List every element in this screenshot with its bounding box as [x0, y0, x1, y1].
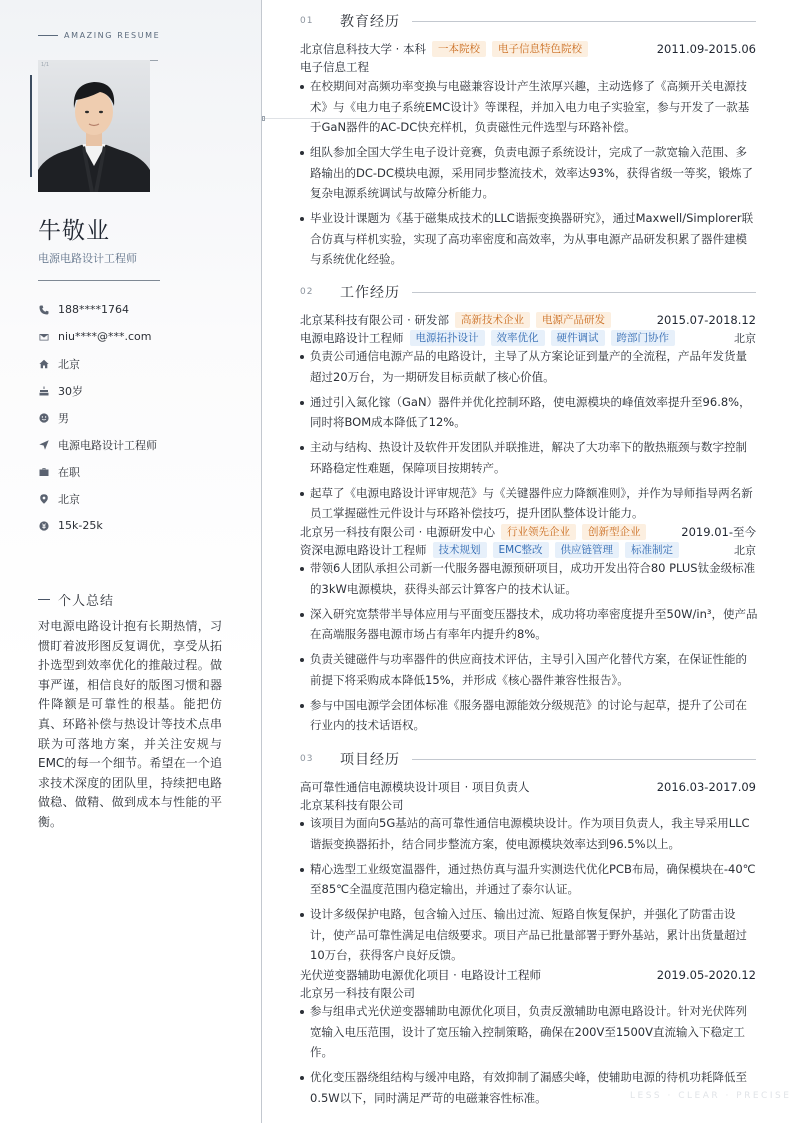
project-title-row [300, 966, 756, 984]
job-company-row [300, 311, 756, 329]
skill-tag: 跨部门协作 [611, 330, 676, 346]
education-school: 北京信息科技大学 · 本科 [300, 42, 426, 56]
profile-role: 电源电路设计工程师 [38, 252, 137, 265]
list-item: 负责公司通信电源产品的电路设计，主导了从方案论证到量产的全流程，产品年发货量超过20万台，为一期研发目标贡献了核心价值。 [300, 346, 758, 387]
project-company: 北京另一科技有限公司 [300, 986, 415, 1000]
project-company: 北京某科技有限公司 [300, 798, 404, 812]
name-divider [38, 280, 160, 281]
work-section-header [300, 282, 756, 302]
avatar [38, 60, 150, 192]
project-title-row [300, 778, 756, 796]
brand-text: AMAZING RESUME [64, 31, 161, 40]
phone-icon [38, 304, 50, 316]
info-status [38, 458, 248, 485]
job-company: 北京另一科技有限公司 · 电源研发中心 [300, 525, 495, 539]
skill-tag: 效率优化 [491, 330, 545, 346]
summary-text: 对电源电路设计抱有长期热情，习惯盯着波形图反复调优，享受从拓扑选型到效率优化的推敲过程。做事严谨，相信良好的版图习惯和器件降额是可靠性的根基。能把仿真、环路补偿与热设计等技术点串联为可落地方案，并关注安规与EMC的每一个细节。希望在一个追求技术深度的团队里，持续把电路做稳、做精、做到成本与性能的平衡。 [38, 619, 222, 829]
info-city [38, 350, 248, 377]
job-company-row [300, 523, 756, 541]
education-section-title: 教育经历 [340, 14, 400, 30]
info-email [38, 323, 248, 350]
list-item: 起草了《电源电路设计评审规范》与《关键器件应力降额准则》，并作为导师指导两名新员工掌握磁性元件设计与环路补偿技巧，提升团队整体设计能力。 [300, 483, 758, 524]
job-company: 北京某科技有限公司 · 研发部 [300, 313, 449, 327]
list-item: 参与中国电源学会团体标准《服务器电源能效分级规范》的讨论与起草，提升了公司在行业内的技术话语权。 [300, 695, 758, 736]
list-item: 深入研究宽禁带半导体应用与平面变压器技术，成功将功率密度提升至50W/in³，使产品在高端服务器电源市场占有率年内提升约8%。 [300, 604, 758, 645]
job-bullets [300, 558, 758, 740]
skill-tag: 技术规划 [433, 542, 487, 558]
work-section-rule [412, 292, 756, 293]
list-item: 精心选型工业级宽温器件，通过热仿真与温升实测迭代优化PCB布局，确保模块在-40℃至85℃全温度范围内稳定输出，并通过了泰尔认证。 [300, 859, 758, 900]
info-phone [38, 296, 248, 323]
company-tag: 高新技术企业 [455, 312, 530, 328]
info-gender-text: 男 [58, 411, 69, 425]
education-date: 2011.09-2015.06 [656, 42, 756, 56]
skill-tag: EMC整改 [493, 542, 549, 558]
info-target-role [38, 431, 248, 458]
cake-icon [38, 385, 50, 397]
education-tag: 电子信息特色院校 [492, 41, 588, 57]
photo-label: 1/1 [41, 62, 50, 68]
education-major-row [300, 58, 756, 76]
list-item: 该项目为面向5G基站的高可靠性通信电源模块设计。作为项目负责人，我主导采用LLC谐振变换器拓扑，结合同步整流方案，使电源模块效率达到96.5%以上。 [300, 813, 758, 854]
summary-title: 个人总结 [58, 594, 115, 609]
sidebar-divider [261, 0, 262, 1123]
list-item: 参与组串式光伏逆变器辅助电源优化项目，负责反激辅助电源电路设计。针对光伏阵列宽输入电压范围，设计了宽压输入控制策略，确保在200V至1500V直流输入下稳定工作。 [300, 1001, 758, 1063]
info-gender [38, 404, 248, 431]
skill-tag: 供应链管理 [555, 542, 620, 558]
info-status-text: 在职 [58, 465, 80, 479]
brand-line [38, 35, 58, 36]
list-item: 组队参加全国大学生电子设计竞赛，负责电源子系统设计，完成了一款宽输入范围、多路输出的DC-DC模块电源，采用同步整流技术，效率达93%，获得省级一等奖，锻炼了复杂电源系统调试与故障分析能力。 [300, 142, 758, 204]
list-item: 主动与结构、热设计及软件开发团队并联推进，解决了大功率下的散热瓶颈与数字控制环路稳定性难题，保障项目按期转产。 [300, 437, 758, 478]
location-icon [38, 493, 50, 505]
job-position: 资深电源电路设计工程师 [300, 543, 427, 557]
info-email-text: niu****@***.com [58, 330, 152, 343]
list-item: 带领6人团队承担公司新一代服务器电源预研项目，成功开发出符合80 PLUS钛金级标准的3kW电源模块，获得头部云计算客户的技术认证。 [300, 558, 758, 599]
profile-photo [38, 60, 150, 192]
education-section-number: 01 [300, 16, 314, 26]
info-city-text: 北京 [58, 357, 80, 371]
skill-tag: 电源拓扑设计 [410, 330, 485, 346]
info-phone-text: 188****1764 [58, 303, 129, 316]
job-date: 2019.01-至今 [681, 525, 756, 539]
skill-tag: 标准制定 [625, 542, 679, 558]
education-section-header [300, 11, 756, 31]
project-company-row [300, 796, 756, 814]
summary-dash [38, 599, 50, 600]
skill-tag: 硬件调试 [551, 330, 605, 346]
list-item: 通过引入氮化镓（GaN）器件并优化控制环路，使电源模块的峰值效率提升至96.8%，同时将BOM成本降低了12%。 [300, 392, 758, 433]
contact-info-list [38, 296, 248, 539]
briefcase-icon [38, 466, 50, 478]
list-item: 优化变压器绕组结构与缓冲电路，有效抑制了漏感尖峰，使辅助电源的待机功耗降低至0.5W以下，同时满足严苛的电磁兼容性标准。 [300, 1067, 758, 1108]
info-location [38, 485, 248, 512]
projects-section-rule [412, 759, 756, 760]
work-section-number: 02 [300, 287, 314, 297]
project-company-row [300, 984, 756, 1002]
project-name: 高可靠性通信电源模块设计项目 · 项目负责人 [300, 780, 530, 794]
project-date: 2019.05-2020.12 [656, 968, 756, 982]
projects-section-header [300, 749, 756, 769]
education-section-rule [412, 21, 756, 22]
job-position-row [300, 329, 756, 347]
education-tag: 一本院校 [432, 41, 486, 57]
project-name: 光伏逆变器辅助电源优化项目 · 电路设计工程师 [300, 968, 541, 982]
info-age [38, 377, 248, 404]
company-tag: 创新型企业 [582, 524, 647, 540]
sidebar [0, 0, 262, 1123]
person-icon [38, 412, 50, 424]
connector-marker [262, 116, 265, 121]
person-portrait-icon [38, 60, 150, 192]
info-age-text: 30岁 [58, 384, 83, 398]
education-bullets [300, 76, 758, 274]
send-icon [38, 439, 50, 451]
list-item: 毕业设计课题为《基于磁集成技术的LLC谐振变换器研究》，通过Maxwell/Simplorer联合仿真与样机实验，实现了高功率密度和高效率，为从事电源产品研发积累了器件建模与系统优化经验。 [300, 208, 758, 270]
home-icon [38, 358, 50, 370]
job-location: 北京 [734, 332, 756, 345]
watermark: LESS · CLEAR · PRECISE [630, 1091, 792, 1101]
info-salary-text: 15k-25k [58, 519, 103, 532]
info-target-role-text: 电源电路设计工程师 [58, 438, 157, 452]
job-location: 北京 [734, 544, 756, 557]
brand [38, 31, 160, 40]
list-item: 设计多级保护电路，包含输入过压、输出过流、短路自恢复保护，并强化了防雷击设计，使产品可靠性满足电信级要求。项目产品已批量部署于野外基站，累计出货量超过10万台，获得客户良好反馈。 [300, 904, 758, 966]
list-item: 负责关键磁件与功率器件的供应商技术评估，主导引入国产化替代方案，在保证性能的前提下将采购成本降低15%，并形成《核心器件兼容性报告》。 [300, 649, 758, 690]
summary-heading [38, 590, 114, 609]
education-major: 电子信息工程 [300, 60, 369, 74]
profile-name: 牛敬业 [38, 218, 110, 244]
company-tag: 电源产品研发 [536, 312, 611, 328]
job-position: 电源电路设计工程师 [300, 331, 404, 345]
project-date: 2016.03-2017.09 [656, 780, 756, 794]
company-tag: 行业领先企业 [501, 524, 576, 540]
education-school-row [300, 40, 756, 58]
projects-section-number: 03 [300, 754, 314, 764]
job-date: 2015.07-2018.12 [656, 313, 756, 327]
work-section-title: 工作经历 [340, 285, 400, 301]
projects-section-title: 项目经历 [340, 752, 400, 768]
job-bullets [300, 346, 758, 528]
project-bullets [300, 813, 758, 970]
info-salary [38, 512, 248, 539]
money-icon [38, 520, 50, 532]
mail-icon [38, 331, 50, 343]
job-position-row [300, 541, 756, 559]
info-location-text: 北京 [58, 492, 80, 506]
photo-accent-bar [30, 75, 32, 177]
photo-frame-line [150, 60, 158, 61]
list-item: 在校期间对高频功率变换与电磁兼容设计产生浓厚兴趣，主动选修了《高频开关电源技术》与《电力电子系统EMC设计》等课程，并加入电力电子实验室，参与开发了一款基于GaN器件的AC-DC快充样机，负责磁性元件选型与环路补偿。 [300, 76, 758, 138]
